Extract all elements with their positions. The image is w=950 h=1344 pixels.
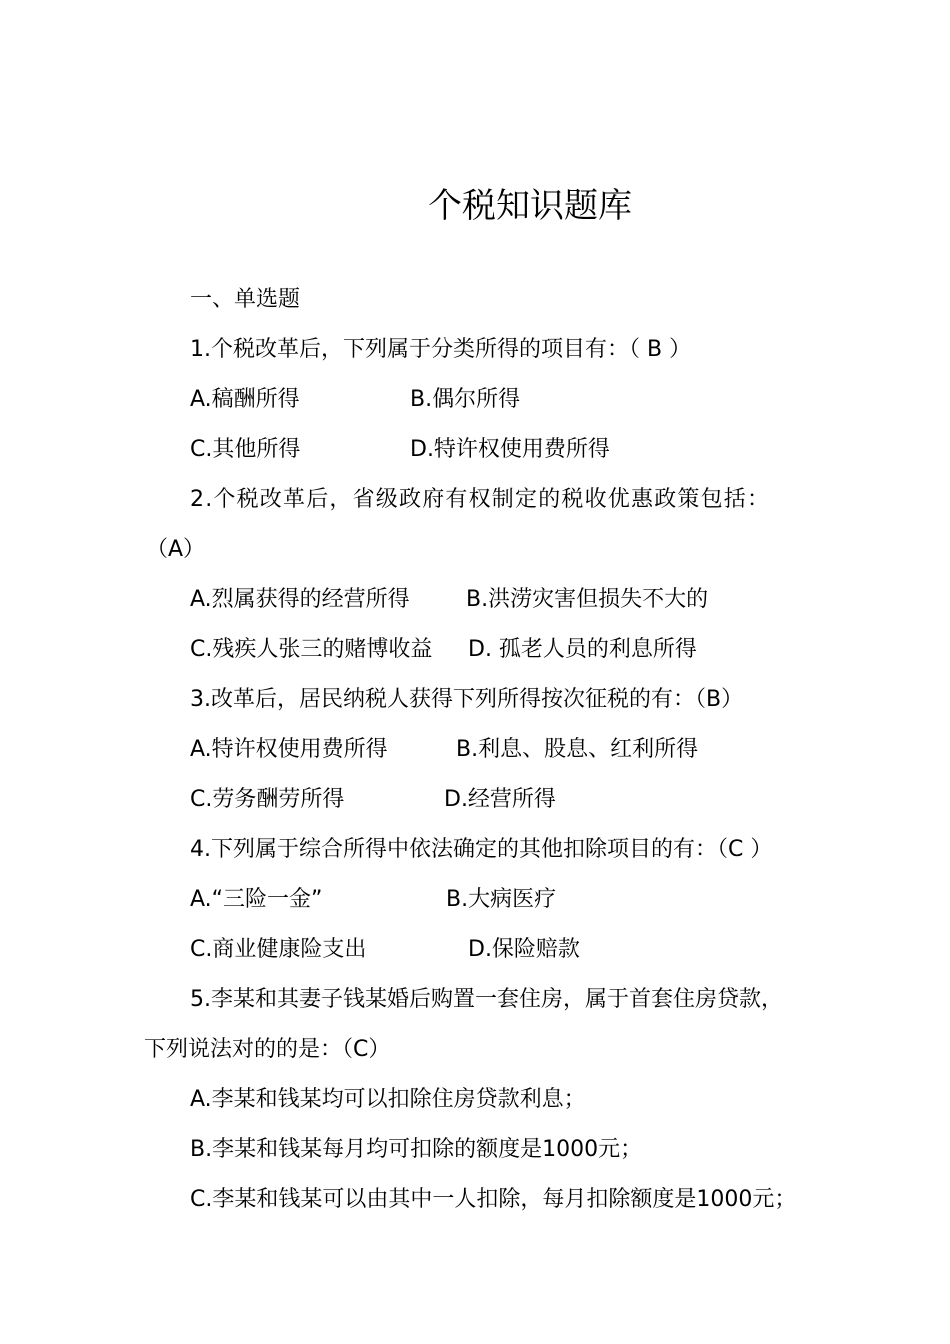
option-c: C.商业健康险支出 bbox=[190, 937, 367, 962]
question-stem: 1.个税改革后，下列属于分类所得的项目有：（ B ） bbox=[190, 337, 692, 362]
option-c: C.劳务酬劳所得 bbox=[190, 787, 345, 812]
question-stem: 2.个税改革后，省级政府有权制定的税收优惠政策包括： bbox=[190, 487, 771, 512]
option-c: C.其他所得 bbox=[190, 437, 301, 462]
question-stem-continued: 下列说法对的的是：（C） bbox=[144, 1037, 391, 1062]
section-heading: 一、单选题 bbox=[190, 287, 301, 312]
option-a: A.稿酬所得 bbox=[190, 387, 300, 412]
option-a: A.特许权使用费所得 bbox=[190, 737, 388, 762]
question-stem-continued: （A） bbox=[146, 537, 206, 562]
option-a: A.“三险一金” bbox=[190, 887, 323, 912]
option-b: B.偶尔所得 bbox=[410, 387, 521, 412]
option-b: B.利息、股息、红利所得 bbox=[456, 737, 699, 762]
option-c: C.残疾人张三的赌博收益 bbox=[190, 637, 433, 662]
question-stem: 3.改革后，居民纳税人获得下列所得按次征税的有：（B） bbox=[190, 687, 744, 712]
question-stem: 4.下列属于综合所得中依法确定的其他扣除项目的有：（C ） bbox=[190, 837, 773, 862]
option-a: A.李某和钱某均可以扣除住房贷款利息； bbox=[190, 1087, 586, 1112]
option-d: D. 孤老人员的利息所得 bbox=[468, 637, 697, 662]
option-a: A.烈属获得的经营所得 bbox=[190, 587, 410, 612]
question-stem: 5.李某和其妻子钱某婚后购置一套住房，属于首套住房贷款， bbox=[190, 987, 783, 1012]
option-d: D.经营所得 bbox=[444, 787, 556, 812]
option-d: D.特许权使用费所得 bbox=[410, 437, 610, 462]
page-title: 个税知识题库 bbox=[428, 186, 632, 226]
option-c: C.李某和钱某可以由其中一人扣除，每月扣除额度是1000元； bbox=[190, 1187, 797, 1212]
option-d: D.保险赔款 bbox=[468, 937, 580, 962]
option-b: B.洪涝灾害但损失不大的 bbox=[466, 587, 709, 612]
option-b: B.李某和钱某每月均可扣除的额度是1000元； bbox=[190, 1137, 643, 1162]
option-b: B.大病医疗 bbox=[446, 887, 557, 912]
